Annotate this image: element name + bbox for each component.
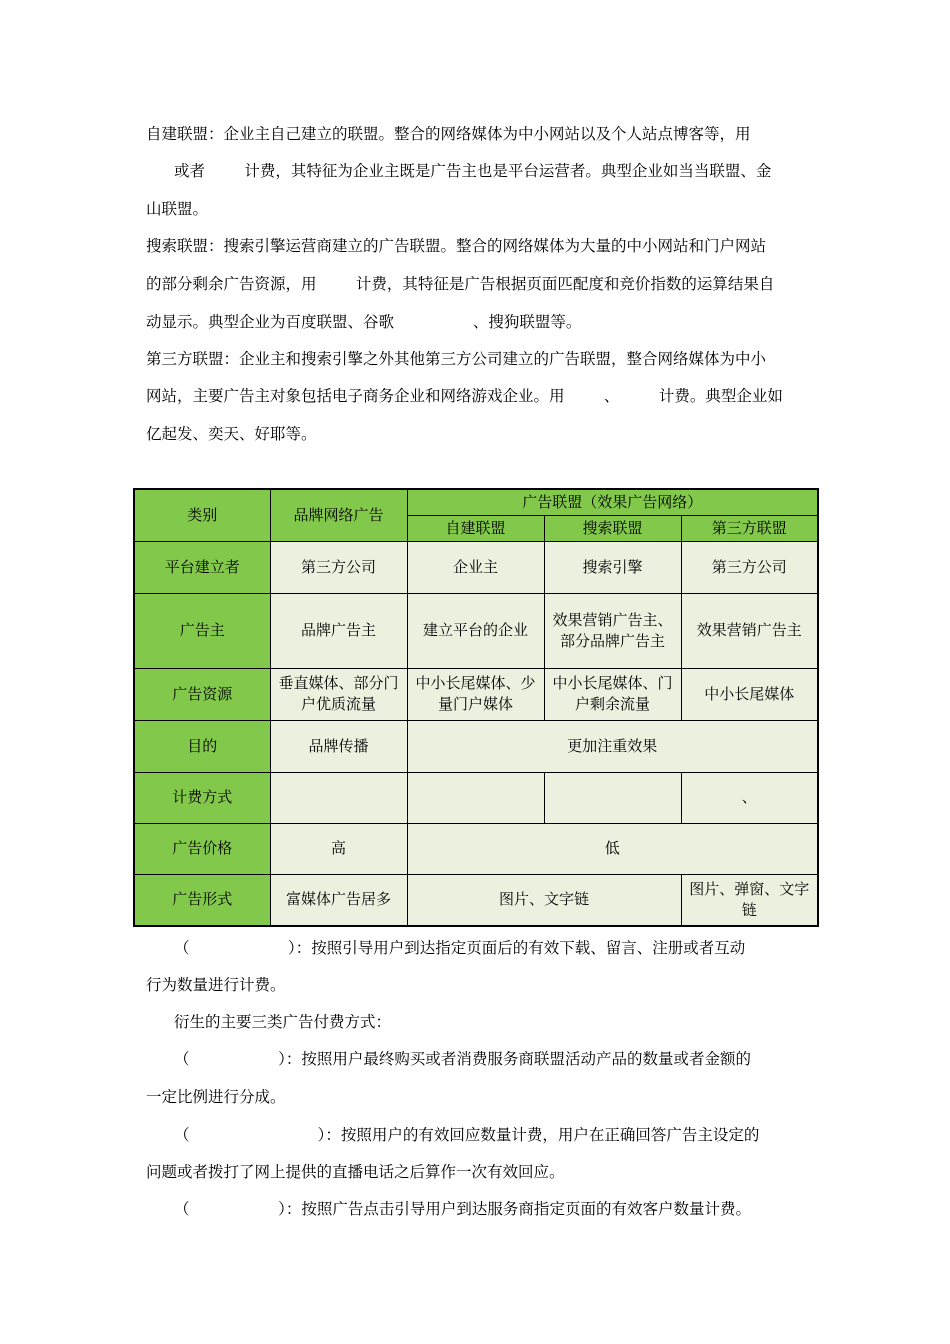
header-third-party: 第三方联盟 (681, 515, 818, 541)
table-row (134, 720, 818, 772)
cell-price-alliance: 低 (407, 823, 818, 874)
paragraph-search-alliance-line-2: 的部分剩余广告资源，用 计费，其特征是广告根据页面匹配度和竞价指数的运算结果自 (146, 275, 775, 293)
paragraph-cpc-line-1: （ ）：按照广告点击引导用户到达服务商指定页面的有效客户数量计费。 (174, 1200, 751, 1218)
paragraph-cps-line-2: 一定比例进行分成。 (146, 1088, 286, 1106)
row-label-price: 广告价格 (134, 823, 270, 874)
cell-platform-self: 企业主 (407, 541, 544, 593)
paragraph-self-alliance-line-1: 自建联盟：企业主自己建立的联盟。整合的网络媒体为中小网站以及个人站点博客等，用 (146, 125, 751, 143)
cell-platform-search: 搜索引擎 (544, 541, 681, 593)
table-row (134, 772, 818, 823)
cell-resource-brand: 垂直媒体、部分门户优质流量 (270, 668, 407, 720)
paragraph-third-party-line-2: 网站，主要广告主对象包括电子商务企业和网络游戏企业。用 、 计费。典型企业如 (146, 387, 783, 405)
cell-billing-third: 、 (681, 772, 818, 823)
paragraph-derived-intro: 衍生的主要三类广告付费方式： (174, 1013, 392, 1031)
header-ad-alliance: 广告联盟（效果广告网络） (407, 489, 818, 515)
cell-resource-third: 中小长尾媒体 (681, 668, 818, 720)
cell-advertiser-brand: 品牌广告主 (270, 593, 407, 668)
paragraph-cpa-line-2: 行为数量进行计费。 (146, 976, 286, 994)
header-search-alliance: 搜索联盟 (544, 515, 681, 541)
cell-form-self-search: 图片、文字链 (407, 874, 681, 926)
header-category: 类别 (134, 489, 270, 541)
row-label-purpose: 目的 (134, 720, 270, 772)
paragraph-cpr-line-1: （ ）：按照用户的有效回应数量计费，用户在正确回答广告主设定的 (174, 1126, 760, 1144)
cell-advertiser-search: 效果营销广告主、部分品牌广告主 (544, 593, 681, 668)
row-label-billing: 计费方式 (134, 772, 270, 823)
cell-purpose-brand: 品牌传播 (270, 720, 407, 772)
paragraph-third-party-line-1: 第三方联盟：企业主和搜索引擎之外其他第三方公司建立的广告联盟，整合网络媒体为中小 (146, 350, 767, 368)
table-row (134, 823, 818, 874)
table-row (134, 593, 818, 668)
paragraph-search-alliance-line-3: 动显示。典型企业为百度联盟、谷歌 、搜狗联盟等。 (146, 313, 582, 331)
table-row (134, 874, 818, 926)
cell-resource-self: 中小长尾媒体、少量门户媒体 (407, 668, 544, 720)
row-label-advertiser: 广告主 (134, 593, 270, 668)
cell-advertiser-self: 建立平台的企业 (407, 593, 544, 668)
cell-advertiser-third: 效果营销广告主 (681, 593, 818, 668)
cell-price-brand: 高 (270, 823, 407, 874)
cell-purpose-alliance: 更加注重效果 (407, 720, 818, 772)
paragraph-search-alliance-line-1: 搜索联盟：搜索引擎运营商建立的广告联盟。整合的网络媒体为大量的中小网站和门户网站 (146, 237, 767, 255)
table-row (134, 668, 818, 720)
paragraph-self-alliance-line-2: 或者 计费，其特征为企业主既是广告主也是平台运营者。典型企业如当当联盟、金 (174, 162, 772, 180)
row-label-resource: 广告资源 (134, 668, 270, 720)
cell-form-third: 图片、弹窗、文字链 (681, 874, 818, 926)
table-row (134, 541, 818, 593)
cell-billing-self (407, 772, 544, 823)
cell-form-brand: 富媒体广告居多 (270, 874, 407, 926)
paragraph-cpr-line-2: 问题或者拨打了网上提供的直播电话之后算作一次有效回应。 (146, 1163, 565, 1181)
paragraph-third-party-line-3: 亿起发、奕天、好耶等。 (146, 425, 317, 443)
row-label-form: 广告形式 (134, 874, 270, 926)
comparison-table (133, 488, 819, 927)
paragraph-cps-line-1: （ ）：按照用户最终购买或者消费服务商联盟活动产品的数量或者金额的 (174, 1050, 751, 1068)
cell-platform-brand: 第三方公司 (270, 541, 407, 593)
row-label-platform: 平台建立者 (134, 541, 270, 593)
header-self-alliance: 自建联盟 (407, 515, 544, 541)
cell-billing-brand (270, 772, 407, 823)
paragraph-self-alliance-line-3: 山联盟。 (146, 200, 209, 218)
header-brand-ad: 品牌网络广告 (270, 489, 407, 541)
paragraph-cpa-line-1: （ ）：按照引导用户到达指定页面后的有效下载、留言、注册或者互动 (174, 939, 746, 957)
cell-billing-search (544, 772, 681, 823)
cell-platform-third: 第三方公司 (681, 541, 818, 593)
cell-resource-search: 中小长尾媒体、门户剩余流量 (544, 668, 681, 720)
